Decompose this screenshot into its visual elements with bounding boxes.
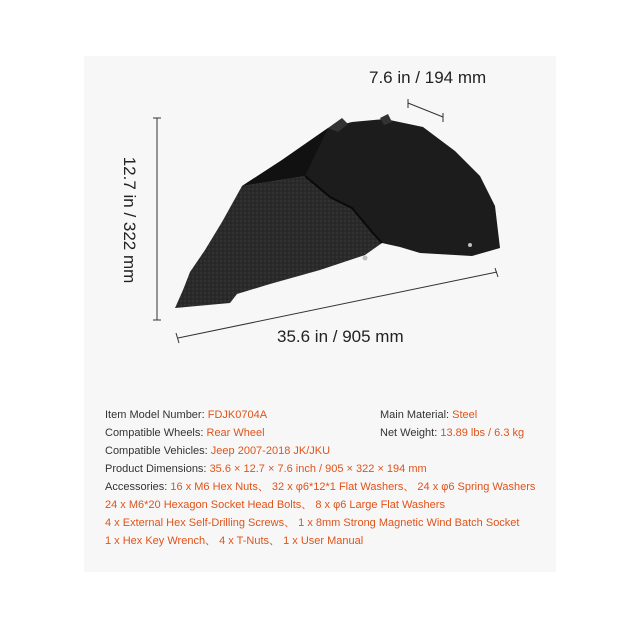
spec-weight [380, 424, 524, 442]
width-dimension-label: 7.6 in / 194 mm [369, 68, 487, 87]
length-dimension-label: 35.6 in / 905 mm [277, 327, 404, 346]
spec-vehicles [105, 442, 330, 460]
spec-value: 16 x M6 Hex Nuts、 32 x φ6*12*1 Flat Washers、 24 x φ6 Spring Washers [170, 481, 536, 493]
spec-accessories [105, 478, 535, 496]
fender-liner-shape [175, 114, 500, 308]
spec-value: Jeep 2007-2018 JK/JKU [210, 445, 331, 457]
spec-accessories-line [105, 514, 519, 532]
spec-label: Compatible Wheels: [105, 427, 204, 439]
spec-material [380, 406, 477, 424]
spec-label: Accessories: [105, 481, 168, 493]
spec-item-model [105, 406, 267, 424]
spec-value: 4 x External Hex Self-Drilling Screws、 1 x 8mm Strong Magnetic Wind Batch Socket [105, 517, 520, 529]
spec-accessories-line [105, 532, 363, 550]
spec-value: FDJK0704A [207, 409, 268, 421]
spec-wheels [105, 424, 265, 442]
spec-label: Main Material: [380, 409, 450, 421]
spec-label: Item Model Number: [105, 409, 205, 421]
spec-label: Net Weight: [380, 427, 438, 439]
spec-value: 24 x M6*20 Hexagon Socket Head Bolts、 8 x φ6 Large Flat Washers [105, 499, 445, 511]
spec-dimensions [105, 460, 427, 478]
spec-value: 13.89 lbs / 6.3 kg [440, 427, 525, 439]
spec-value: 1 x Hex Key Wrench、 4 x T-Nuts、 1 x User Manual [105, 535, 364, 547]
spec-value: 35.6 × 12.7 × 7.6 inch / 905 × 322 × 194 mm [209, 463, 427, 475]
spec-value: Steel [452, 409, 478, 421]
spec-accessories-line [105, 496, 445, 514]
spec-label: Compatible Vehicles: [105, 445, 208, 457]
height-dimension-label: 12.7 in / 322 mm [120, 156, 139, 284]
spec-value: Rear Wheel [206, 427, 265, 439]
spec-label: Product Dimensions: [105, 463, 207, 475]
